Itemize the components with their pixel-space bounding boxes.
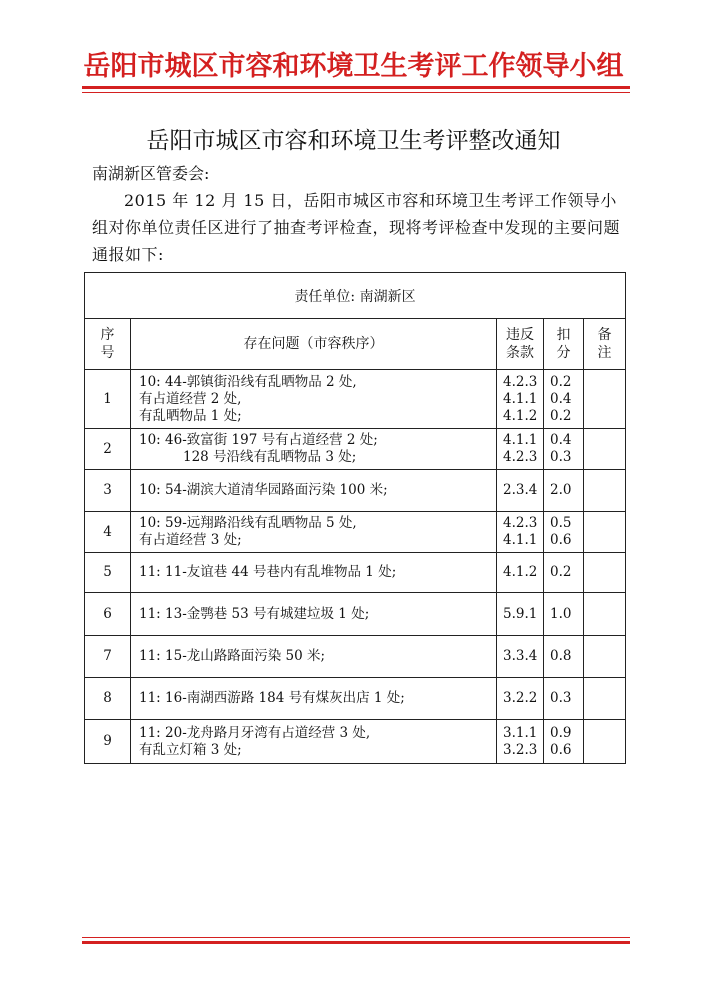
footer-rule-thick (82, 941, 630, 944)
row-no: 4 (85, 512, 131, 553)
table-row (85, 593, 626, 636)
row-remarks (584, 678, 626, 720)
row-remarks (584, 636, 626, 678)
header-points: 扣分 (544, 319, 584, 370)
row-points: 1.0 (544, 593, 584, 636)
row-code: 4.1.2 (497, 553, 544, 593)
table-row (85, 512, 626, 553)
row-points: 0.2 (544, 553, 584, 593)
row-remarks (584, 720, 626, 764)
row-no: 8 (85, 678, 131, 720)
header-issue: 存在问题（市容秩序） (131, 319, 497, 370)
row-code: 5.9.1 (497, 593, 544, 636)
row-issue: 11: 16-南湖西游路 184 号有煤灰出店 1 处; (131, 678, 497, 720)
issues-table (84, 272, 626, 764)
row-issue: 10: 46-致富街 197 号有占道经营 2 处; 128 号沿线有乱晒物品 3 处; (131, 429, 497, 470)
recipient-line: 南湖新区管委会: (92, 164, 210, 183)
unit-row (85, 273, 626, 319)
row-remarks (584, 429, 626, 470)
row-no: 7 (85, 636, 131, 678)
row-issue: 11: 11-友谊巷 44 号巷内有乱堆物品 1 处; (131, 553, 497, 593)
row-issue: 10: 44-郭镇街沿线有乱晒物品 2 处, 有占道经营 2 处, 有乱晒物品 1 处; (131, 370, 497, 429)
footer-rule-thin (82, 937, 630, 938)
row-issue: 11: 13-金鹗巷 53 号有城建垃圾 1 处; (131, 593, 497, 636)
header-code: 违反条款 (497, 319, 544, 370)
row-remarks (584, 593, 626, 636)
table-row (85, 429, 626, 470)
row-no: 6 (85, 593, 131, 636)
row-no: 9 (85, 720, 131, 764)
header-remarks: 备注 (584, 319, 626, 370)
row-remarks (584, 512, 626, 553)
org-header-title: 岳阳市城区市容和环境卫生考评工作领导小组 (83, 51, 624, 82)
table-row (85, 370, 626, 429)
responsible-unit: 责任单位: 南湖新区 (85, 273, 626, 319)
row-no: 3 (85, 470, 131, 512)
row-points: 0.3 (544, 678, 584, 720)
row-issue: 10: 54-湖滨大道清华园路面污染 100 米; (131, 470, 497, 512)
header-rule-thin (82, 92, 630, 93)
row-issue: 11: 20-龙舟路月牙湾有占道经营 3 处, 有乱立灯箱 3 处; (131, 720, 497, 764)
row-no: 5 (85, 553, 131, 593)
row-code: 3.2.2 (497, 678, 544, 720)
row-code: 3.3.4 (497, 636, 544, 678)
header-rule-thick (82, 86, 630, 89)
row-issue: 10: 59-远翔路沿线有乱晒物品 5 处, 有占道经营 3 处; (131, 512, 497, 553)
row-remarks (584, 370, 626, 429)
row-remarks (584, 470, 626, 512)
table-row (85, 470, 626, 512)
row-points: 0.2 0.4 0.2 (544, 370, 584, 429)
row-code: 4.2.3 4.1.1 (497, 512, 544, 553)
row-points: 0.4 0.3 (544, 429, 584, 470)
row-issue: 11: 15-龙山路路面污染 50 米; (131, 636, 497, 678)
notice-title: 岳阳市城区市容和环境卫生考评整改通知 (146, 128, 561, 154)
table-row (85, 678, 626, 720)
row-code: 2.3.4 (497, 470, 544, 512)
table-row (85, 553, 626, 593)
row-remarks (584, 553, 626, 593)
row-points: 2.0 (544, 470, 584, 512)
row-points: 0.9 0.6 (544, 720, 584, 764)
header-no: 序号 (85, 319, 131, 370)
row-points: 0.8 (544, 636, 584, 678)
row-code: 3.1.1 3.2.3 (497, 720, 544, 764)
row-no: 1 (85, 370, 131, 429)
row-no: 2 (85, 429, 131, 470)
table-row (85, 636, 626, 678)
table-row (85, 720, 626, 764)
row-code: 4.1.1 4.2.3 (497, 429, 544, 470)
row-points: 0.5 0.6 (544, 512, 584, 553)
row-code: 4.2.3 4.1.1 4.1.2 (497, 370, 544, 429)
notice-paragraph: 2015 年 12 月 15 日，岳阳市城区市容和环境卫生考评工作领导小组对你单位责任区进行了抽查考评检查，现将考评检查中发现的主要问题通报如下: (92, 191, 621, 264)
table-header-row (85, 319, 626, 370)
